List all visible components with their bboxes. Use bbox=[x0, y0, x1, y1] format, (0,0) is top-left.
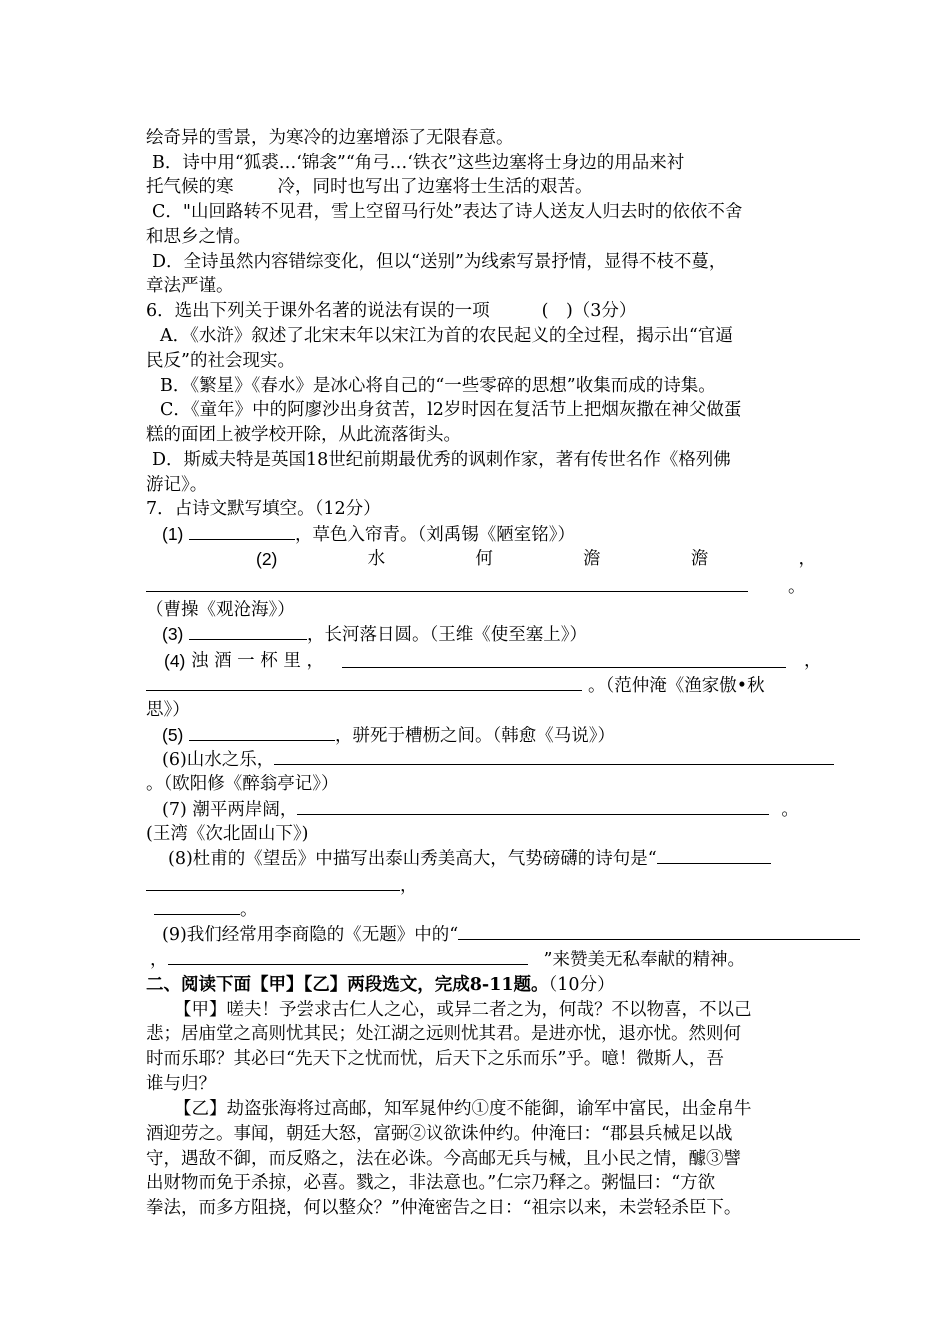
q7-item-7 bbox=[162, 798, 799, 822]
q5-option-b-part1: 托气候的寒 bbox=[146, 177, 234, 197]
q7-item-2-char: (2) bbox=[256, 549, 278, 569]
q7-item-2-line bbox=[146, 575, 806, 599]
q7-item-9-blank[interactable] bbox=[458, 923, 860, 940]
q7-item-2-char: ， bbox=[798, 549, 816, 569]
q7-item-9-text: (9)我们经常用李商隐的《无题》中的“ bbox=[162, 925, 459, 945]
q7-item-2-source: （曹操《观沧海》） bbox=[146, 600, 295, 620]
q7-item-8-blank-3[interactable] bbox=[154, 898, 240, 915]
passage-yi-line: 酒迎劳之。事闻，朝廷大怒，富弼②议欲诛仲约。仲淹曰：“郡县兵械足以战 bbox=[146, 1124, 733, 1144]
q6-option-a-cont: 民反”的社会现实。 bbox=[146, 351, 295, 371]
section-2-title: 二、阅读下面【甲】【乙】两段选文，完成8-11题。 bbox=[146, 975, 549, 995]
q5-option-c-cont: 和思乡之情。 bbox=[146, 227, 251, 247]
q7-item-1 bbox=[162, 522, 575, 547]
q7-item-1-text: ，草色入帘青。（刘禹锡《陋室铭》） bbox=[294, 525, 575, 545]
passage-jia-line: 时而乐耶？其必曰“先天下之忧而忧，后天下之乐而乐”乎。噫！微斯人，吾 bbox=[146, 1049, 724, 1069]
q7-item-5-text: ，骈死于槽枥之间。（韩愈《马说》） bbox=[334, 726, 615, 746]
q7-item-2 bbox=[256, 547, 816, 571]
q5-option-b-cont bbox=[146, 175, 593, 199]
q6-stem-text: 6．选出下列关于课外名著的说法有误的一项 bbox=[146, 301, 490, 321]
q7-item-8-line2 bbox=[154, 898, 258, 922]
q6-option-d-cont: 游记》。 bbox=[146, 475, 208, 495]
q7-item-8-text: (8)杜甫的《望岳》中描写出泰山秀美高大，气势磅礴的诗句是“ bbox=[168, 849, 657, 869]
q5-option-b: B．诗中用“狐裘…‘锦衾”“角弓…‘铁衣”这些边塞将士身边的用品来衬 bbox=[152, 153, 685, 173]
q7-item-2-end: 。 bbox=[788, 577, 806, 597]
q7-item-4-char: 杯 bbox=[260, 651, 278, 671]
q7-item-2-char: 何 bbox=[475, 549, 493, 569]
q7-item-9-comma: ， bbox=[150, 950, 168, 970]
q7-item-3 bbox=[162, 622, 587, 647]
q7-item-4-char: 酒 bbox=[214, 651, 232, 671]
q7-item-3-blank[interactable] bbox=[189, 623, 307, 640]
q6-stem bbox=[146, 299, 636, 323]
passage-jia-line: 谁与归？ bbox=[146, 1074, 216, 1094]
q7-item-1-number: (1) bbox=[162, 524, 184, 544]
q7-item-4-source: 。（范仲淹《渔家傲•秋 bbox=[588, 676, 765, 696]
q7-item-2-char: 水 bbox=[367, 549, 386, 569]
q6-option-a: A．《水浒》叙述了北宋末年以宋江为首的农民起义的全过程，揭示出“官逼 bbox=[160, 326, 733, 346]
q7-item-6 bbox=[162, 748, 834, 772]
q5-option-b-part2: 冷，同时也写出了边塞将士生活的艰苦。 bbox=[277, 177, 593, 197]
passage-yi-line: 出财物而免于杀掠，必喜。戮之，非法意也。”仁宗乃释之。粥愠曰：“方欲 bbox=[146, 1173, 716, 1193]
passage-jia-line: 【甲】嗟夫！予尝求古仁人之心，或异二者之为，何哉？不以物喜，不以己 bbox=[174, 1000, 752, 1020]
q7-item-8-blank-2[interactable] bbox=[146, 874, 400, 891]
q7-item-4-char: ， bbox=[306, 651, 324, 671]
q7-item-6-text: (6)山水之乐， bbox=[162, 750, 275, 770]
passage-yi-line: 守，遇敌不御，而反赂之，法在必诛。今高邮无兵与械，且小民之情，醵③譬 bbox=[146, 1149, 741, 1169]
q7-item-9-end: ”来赞美无私奉献的精神。 bbox=[543, 950, 745, 970]
q6-option-c-cont: 糕的面团上被学校开除，从此流落街头。 bbox=[146, 425, 461, 445]
q7-item-4-source-cont: 思》） bbox=[146, 700, 190, 720]
q7-item-6-blank[interactable] bbox=[274, 748, 834, 765]
q7-item-4-char: 一 bbox=[237, 651, 255, 671]
q7-item-6-source: 。（欧阳修《醉翁亭记》） bbox=[146, 774, 339, 794]
q7-item-8-comma: ， bbox=[400, 876, 418, 896]
q7-item-8-end: 。 bbox=[240, 900, 258, 920]
passage-jia-line: 悲；居庙堂之高则忧其民；处江湖之远则忧其君。是进亦忧，退亦忧。然则何 bbox=[146, 1024, 741, 1044]
passage-yi-line: 【乙】劫盗张海将过高邮，知军晁仲约①度不能御，谕军中富民，出金帛牛 bbox=[174, 1099, 752, 1119]
q7-stem: 7．占诗文默写填空。（12分） bbox=[146, 499, 381, 519]
q7-item-9 bbox=[162, 923, 860, 947]
q7-item-3-text: ，长河落日圆。（王维《使至塞上》） bbox=[306, 625, 587, 645]
q7-item-8 bbox=[168, 847, 771, 871]
q5-option-d-cont: 章法严谨。 bbox=[146, 276, 234, 296]
q7-item-7-source: (王湾《次北固山下》) bbox=[146, 824, 309, 844]
q7-item-1-blank[interactable] bbox=[189, 523, 295, 540]
q7-item-2-blank[interactable] bbox=[146, 575, 748, 592]
q7-item-7-text: (7) 潮平两岸阔， bbox=[162, 800, 298, 820]
q6-option-d: D．斯威夫特是英国18世纪前期最优秀的讽刺作家，著有传世名作《格列佛 bbox=[152, 450, 731, 470]
q7-item-5-number: (5) bbox=[162, 725, 184, 745]
q6-answer-bracket: ( )（3分） bbox=[541, 301, 637, 321]
q6-option-c: C．《童年》中的阿廖沙出身贫苦，l2岁时因在复活节上把烟灰撒在神父做蛋 bbox=[160, 400, 742, 420]
q6-option-b: B．《繁星》《春水》是冰心将自己的“一些零碎的思想”收集而成的诗集。 bbox=[160, 376, 716, 396]
q7-item-2-char: 澹 bbox=[583, 549, 601, 569]
q7-item-9-blank-2[interactable] bbox=[168, 948, 528, 965]
q7-item-4-blank-2[interactable] bbox=[146, 674, 582, 691]
q7-item-7-end: 。 bbox=[781, 800, 799, 820]
q7-item-4-char: 浊 bbox=[190, 651, 209, 671]
section-2-score: （10分） bbox=[548, 975, 615, 995]
q7-item-7-blank[interactable] bbox=[297, 798, 769, 815]
q5-option-d: D．全诗虽然内容错综变化，但以“送别”为线索写景抒情，显得不枝不蔓， bbox=[152, 252, 727, 272]
q7-item-8-line bbox=[146, 874, 418, 898]
q5-option-c: C．"山回路转不见君，雪上空留马行处”表达了诗人送友人归去时的依依不舍 bbox=[152, 202, 743, 222]
q7-item-3-number: (3) bbox=[162, 624, 184, 644]
section-2-heading bbox=[146, 973, 615, 997]
q7-item-4-char: (4) bbox=[164, 651, 186, 671]
q7-item-8-blank[interactable] bbox=[657, 847, 771, 864]
q5-line-end: 绘奇异的雪景，为寒冷的边塞增添了无限春意。 bbox=[146, 128, 514, 148]
q7-item-4-blank[interactable] bbox=[342, 651, 786, 668]
q7-item-5-blank[interactable] bbox=[189, 724, 335, 741]
q7-item-4-lead bbox=[164, 649, 324, 673]
q7-item-9-line bbox=[150, 948, 745, 972]
q7-item-4-line bbox=[146, 674, 806, 698]
passage-yi-line: 拳法，而多方阻挠，何以整众？”仲淹密告之日：“祖宗以来，未尝轻杀臣下。 bbox=[146, 1198, 742, 1218]
q7-item-2-char: 澹 bbox=[690, 549, 709, 569]
q7-item-4-comma: ， bbox=[804, 651, 822, 671]
q7-item-5 bbox=[162, 723, 615, 748]
q7-item-4-char: 里 bbox=[283, 651, 301, 671]
